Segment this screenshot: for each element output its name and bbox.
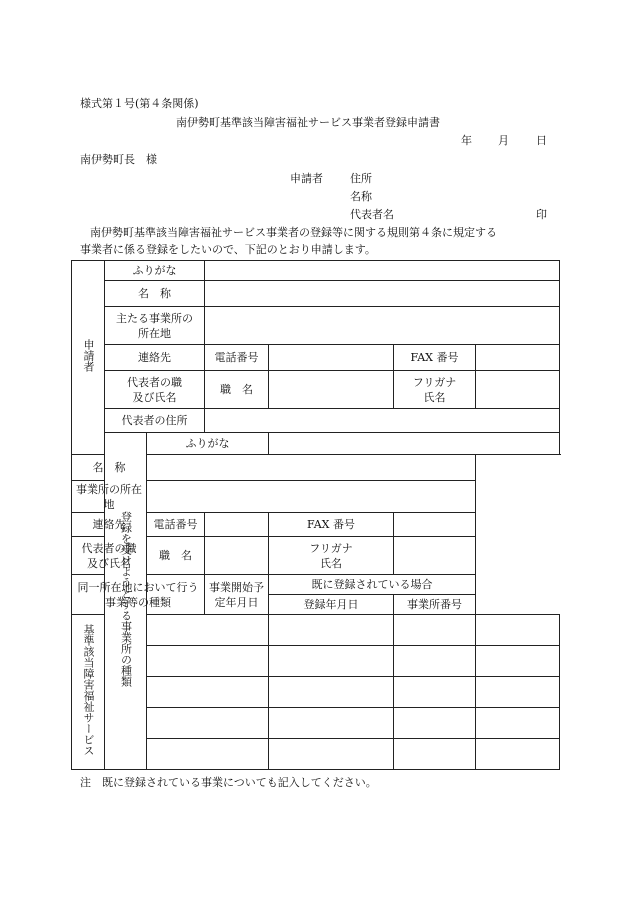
office-fax-label: FAX 番号 — [269, 513, 394, 537]
date-day-label: 日 — [536, 134, 547, 147]
name-label: 名称 — [350, 190, 372, 203]
service-row-1-start-date[interactable] — [269, 615, 394, 646]
service-row-3-start-date[interactable] — [269, 677, 394, 708]
service-row-2-type[interactable] — [147, 646, 269, 677]
application-form-table — [71, 260, 560, 770]
service-row-5-start-date[interactable] — [269, 739, 394, 770]
rep-address-label: 代表者の住所 — [105, 409, 205, 433]
seal-mark: 印 — [536, 208, 547, 221]
office-name-label: 名 称 — [72, 455, 147, 481]
applicant-kana-name-field[interactable] — [476, 371, 560, 409]
service-row-2-reg-date[interactable] — [394, 646, 476, 677]
service-row-3-type[interactable] — [147, 677, 269, 708]
address-label: 住所 — [350, 172, 372, 185]
office-rep-title-label: 代表者の職 及び氏名 — [72, 537, 147, 575]
office-fax-field[interactable] — [394, 513, 476, 537]
office-phone-label: 電話番号 — [147, 513, 205, 537]
service-row-1-type[interactable] — [147, 615, 269, 646]
service-type-label: 基準該当障害福祉サービス — [72, 615, 105, 770]
applicant-kana-name-label: フリガナ 氏名 — [394, 371, 476, 409]
applicant-furigana-field[interactable] — [205, 261, 560, 281]
service-row-5-type[interactable] — [147, 739, 269, 770]
applicant-phone-label: 電話番号 — [205, 345, 269, 371]
service-row-4-type[interactable] — [147, 708, 269, 739]
service-row-3-office-number[interactable] — [476, 677, 560, 708]
office-side-label: 登録を受けようとする事業所の種類 — [105, 433, 147, 770]
service-row-5-office-number[interactable] — [476, 739, 560, 770]
applicant-position-field[interactable] — [269, 371, 394, 409]
office-position-field[interactable] — [205, 537, 269, 575]
form-number: 様式第１号(第４条関係) — [80, 97, 199, 110]
service-row-3-reg-date[interactable] — [394, 677, 476, 708]
applicant-fax-field[interactable] — [476, 345, 560, 371]
office-contact-label: 連絡先 — [72, 513, 147, 537]
service-row-5-reg-date[interactable] — [394, 739, 476, 770]
office-position-label: 職 名 — [147, 537, 205, 575]
start-date-label: 事業開始予定年月日 — [205, 575, 269, 615]
representative-label: 代表者名 — [350, 208, 394, 221]
main-office-location-field[interactable] — [205, 307, 560, 345]
applicant-side-label: 申請者 — [72, 261, 105, 455]
office-location-field[interactable] — [147, 481, 476, 513]
office-location-label: 事業所の所在地 — [72, 481, 147, 513]
intro-line-1: 南伊勢町基準該当障害福祉サービス事業者の登録等に関する規則第４条に規定する — [90, 226, 497, 239]
applicant-contact-label: 連絡先 — [105, 345, 205, 371]
applicant-name-label: 名 称 — [105, 281, 205, 307]
applicant-furigana-label: ふりがな — [105, 261, 205, 281]
office-number-label: 事業所番号 — [394, 595, 476, 615]
office-kana-name-field[interactable] — [394, 537, 476, 575]
rep-address-field[interactable] — [205, 409, 560, 433]
applicant-phone-field[interactable] — [269, 345, 394, 371]
applicant-name-field[interactable] — [205, 281, 560, 307]
date-year-label: 年 — [461, 134, 472, 147]
addressee: 南伊勢町長 様 — [80, 153, 157, 166]
main-office-location-label: 主たる事業所の 所在地 — [105, 307, 205, 345]
same-location-business-label: 同一所在地において行う 事業等の種類 — [72, 575, 205, 615]
already-registered-label: 既に登録されている場合 — [269, 575, 476, 595]
office-furigana-label: ふりがな — [147, 433, 269, 455]
service-row-1-reg-date[interactable] — [394, 615, 476, 646]
applicant-rep-title-label: 代表者の職 及び氏名 — [105, 371, 205, 409]
office-furigana-field[interactable] — [269, 433, 560, 455]
intro-line-2: 事業者に係る登録をしたいので、下記のとおり申請します。 — [80, 243, 376, 256]
office-kana-name-label: フリガナ 氏名 — [269, 537, 394, 575]
date-month-label: 月 — [498, 134, 509, 147]
office-phone-field[interactable] — [205, 513, 269, 537]
office-name-field[interactable] — [147, 455, 476, 481]
applicant-fax-label: FAX 番号 — [394, 345, 476, 371]
service-row-4-reg-date[interactable] — [394, 708, 476, 739]
service-row-2-start-date[interactable] — [269, 646, 394, 677]
applicant-label: 申請者 — [290, 172, 323, 185]
service-row-1-office-number[interactable] — [476, 615, 560, 646]
service-row-4-start-date[interactable] — [269, 708, 394, 739]
footnote: 注 既に登録されている事業についても記入してください。 — [80, 776, 377, 789]
service-row-2-office-number[interactable] — [476, 646, 560, 677]
service-row-4-office-number[interactable] — [476, 708, 560, 739]
applicant-position-label: 職 名 — [205, 371, 269, 409]
form-title: 南伊勢町基準該当障害福祉サービス事業者登録申請書 — [176, 116, 440, 129]
registration-date-label: 登録年月日 — [269, 595, 394, 615]
